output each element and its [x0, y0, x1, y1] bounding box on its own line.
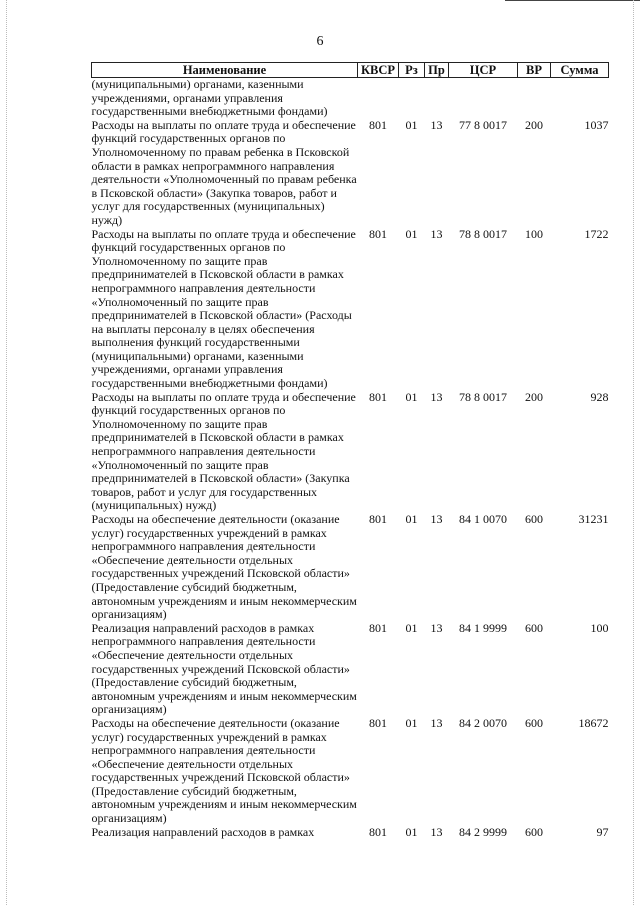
cell-pr: 13 — [430, 512, 443, 526]
table-body — [92, 78, 609, 840]
cell-csr: 84 1 9999 — [459, 620, 507, 635]
cell-kvsr: 801 — [369, 117, 387, 132]
cell-name: Реализация направлений расходов в рамках — [91, 824, 315, 839]
cell-kvsr: 801 — [369, 389, 387, 404]
cell-pr: 13 — [430, 620, 443, 635]
cell-pr: 13 — [430, 226, 443, 241]
column-header-name: Наименование — [92, 63, 358, 78]
table-row — [92, 622, 609, 717]
cell-vr: 200 — [525, 117, 543, 132]
cell-kvsr: 801 — [369, 620, 387, 635]
cell-pr: 13 — [430, 117, 443, 132]
cell-name: Расходы на выплаты по оплате труда и обеспечение функций государственных органов по Уполномоченному по защите прав предпринимателей в Псковской области в рамках непрограммного направления деятельности «Уполномоченный по защите прав предпринимателей в Псковской области» (Расходы на выплаты персоналу в целях обеспечения выполнения функций государственными (муниципальными) органами, казенными учреждениями, органами управления государственными внебюджетными фондами) — [91, 226, 356, 391]
cell-csr: 78 8 0017 — [459, 389, 507, 404]
cell-vr: 600 — [525, 620, 543, 635]
cell-rz: 01 — [405, 389, 418, 404]
budget-table — [91, 62, 609, 839]
cell-csr: 77 8 0017 — [459, 117, 507, 132]
cell-vr: 200 — [525, 389, 543, 404]
table-row — [92, 513, 609, 622]
cell-name: Расходы на выплаты по оплате труда и обеспечение функций государственных органов по Уполномоченному по защите прав предпринимателей в Псковской области в рамках непрограммного направления деятельности «Уполномоченный по защите прав предпринимателей в Псковской области» (Закупка товаров, работ и услуг для государственных (муниципальных) нужд) — [91, 389, 356, 513]
cell-sum: 928 — [590, 389, 609, 404]
table-row — [92, 826, 609, 840]
page-number: 6 — [316, 34, 324, 49]
cell-kvsr: 801 — [369, 512, 387, 526]
column-header-vr: ВР — [518, 63, 551, 78]
table-row — [92, 391, 609, 513]
cell-sum: 1722 — [584, 226, 609, 241]
cell-csr: 84 1 0070 — [459, 512, 507, 526]
cell-name: Расходы на обеспечение деятельности (оказание услуг) государственных учреждений в рамках непрограммного направления деятельности «Обеспечение деятельности отдельных государственных учреждений Псковской области» (Предоставление субсидий бюджетным, автономным учреждениям и иным некоммерческим организациям) — [91, 715, 357, 826]
cell-vr: 600 — [525, 824, 543, 839]
column-header-pr: Пр — [425, 63, 449, 78]
left-edge-line — [6, 0, 7, 905]
cell-csr: 84 2 0070 — [459, 715, 507, 730]
cell-vr: 600 — [525, 715, 543, 730]
cell-kvsr: 801 — [369, 715, 387, 730]
cell-kvsr: 801 — [369, 824, 387, 839]
cell-pr: 13 — [430, 824, 443, 839]
continuation-row — [92, 78, 609, 119]
cell-rz: 01 — [405, 512, 418, 526]
cell-rz: 01 — [405, 824, 418, 839]
cell-pr: 13 — [430, 715, 443, 730]
top-edge-line — [505, 0, 640, 1]
cell-kvsr: 801 — [369, 226, 387, 241]
cell-name: Расходы на выплаты по оплате труда и обеспечение функций государственных органов по Уполномоченному по правам ребенка в Псковской области в рамках непрограммного направления деятельности «Уполномоченный по правам ребенка в Псковской области» (Закупка товаров, работ и услуг для государственных (муниципальных) нужд) — [91, 117, 357, 227]
cell-sum: 18672 — [578, 715, 609, 730]
cell-name: Реализация направлений расходов в рамках непрограммного направления деятельности «Обеспечение деятельности отдельных государственных учреждений Псковской области» (Предоставление субсидий бюджетным, автономным учреждениям и иным некоммерческим организациям) — [91, 620, 357, 717]
cell-vr: 100 — [525, 226, 543, 241]
cell-name: Расходы на обеспечение деятельности (оказание услуг) государственных учреждений в рамках непрограммного направления деятельности «Обеспечение деятельности отдельных государственных учреждений Псковской области» (Предоставление субсидий бюджетным, автономным учреждениям и иным некоммерческим организациям) — [91, 512, 357, 622]
cell-csr: 78 8 0017 — [459, 226, 507, 241]
continuation-text: (муниципальными) органами, казенными учреждениями, органами управления государственными внебюджетными фондами) — [91, 77, 328, 119]
table-row — [92, 717, 609, 826]
cell-csr: 84 2 9999 — [459, 824, 507, 839]
cell-sum: 1037 — [584, 117, 609, 132]
table-row — [92, 228, 609, 391]
column-header-sum: Сумма — [551, 63, 609, 78]
cell-sum: 100 — [590, 620, 609, 635]
cell-sum: 31231 — [578, 512, 609, 526]
cell-rz: 01 — [405, 226, 418, 241]
cell-rz: 01 — [405, 117, 418, 132]
table-row — [92, 119, 609, 228]
column-header-rz: Рз — [399, 63, 425, 78]
cell-vr: 600 — [525, 512, 543, 526]
table-header-row — [92, 63, 609, 78]
column-header-kvsr: КВСР — [358, 63, 399, 78]
cell-rz: 01 — [405, 620, 418, 635]
cell-rz: 01 — [405, 715, 418, 730]
right-edge-line — [633, 0, 634, 905]
cell-sum: 97 — [596, 824, 609, 839]
column-header-csr: ЦСР — [449, 63, 518, 78]
cell-pr: 13 — [430, 389, 443, 404]
